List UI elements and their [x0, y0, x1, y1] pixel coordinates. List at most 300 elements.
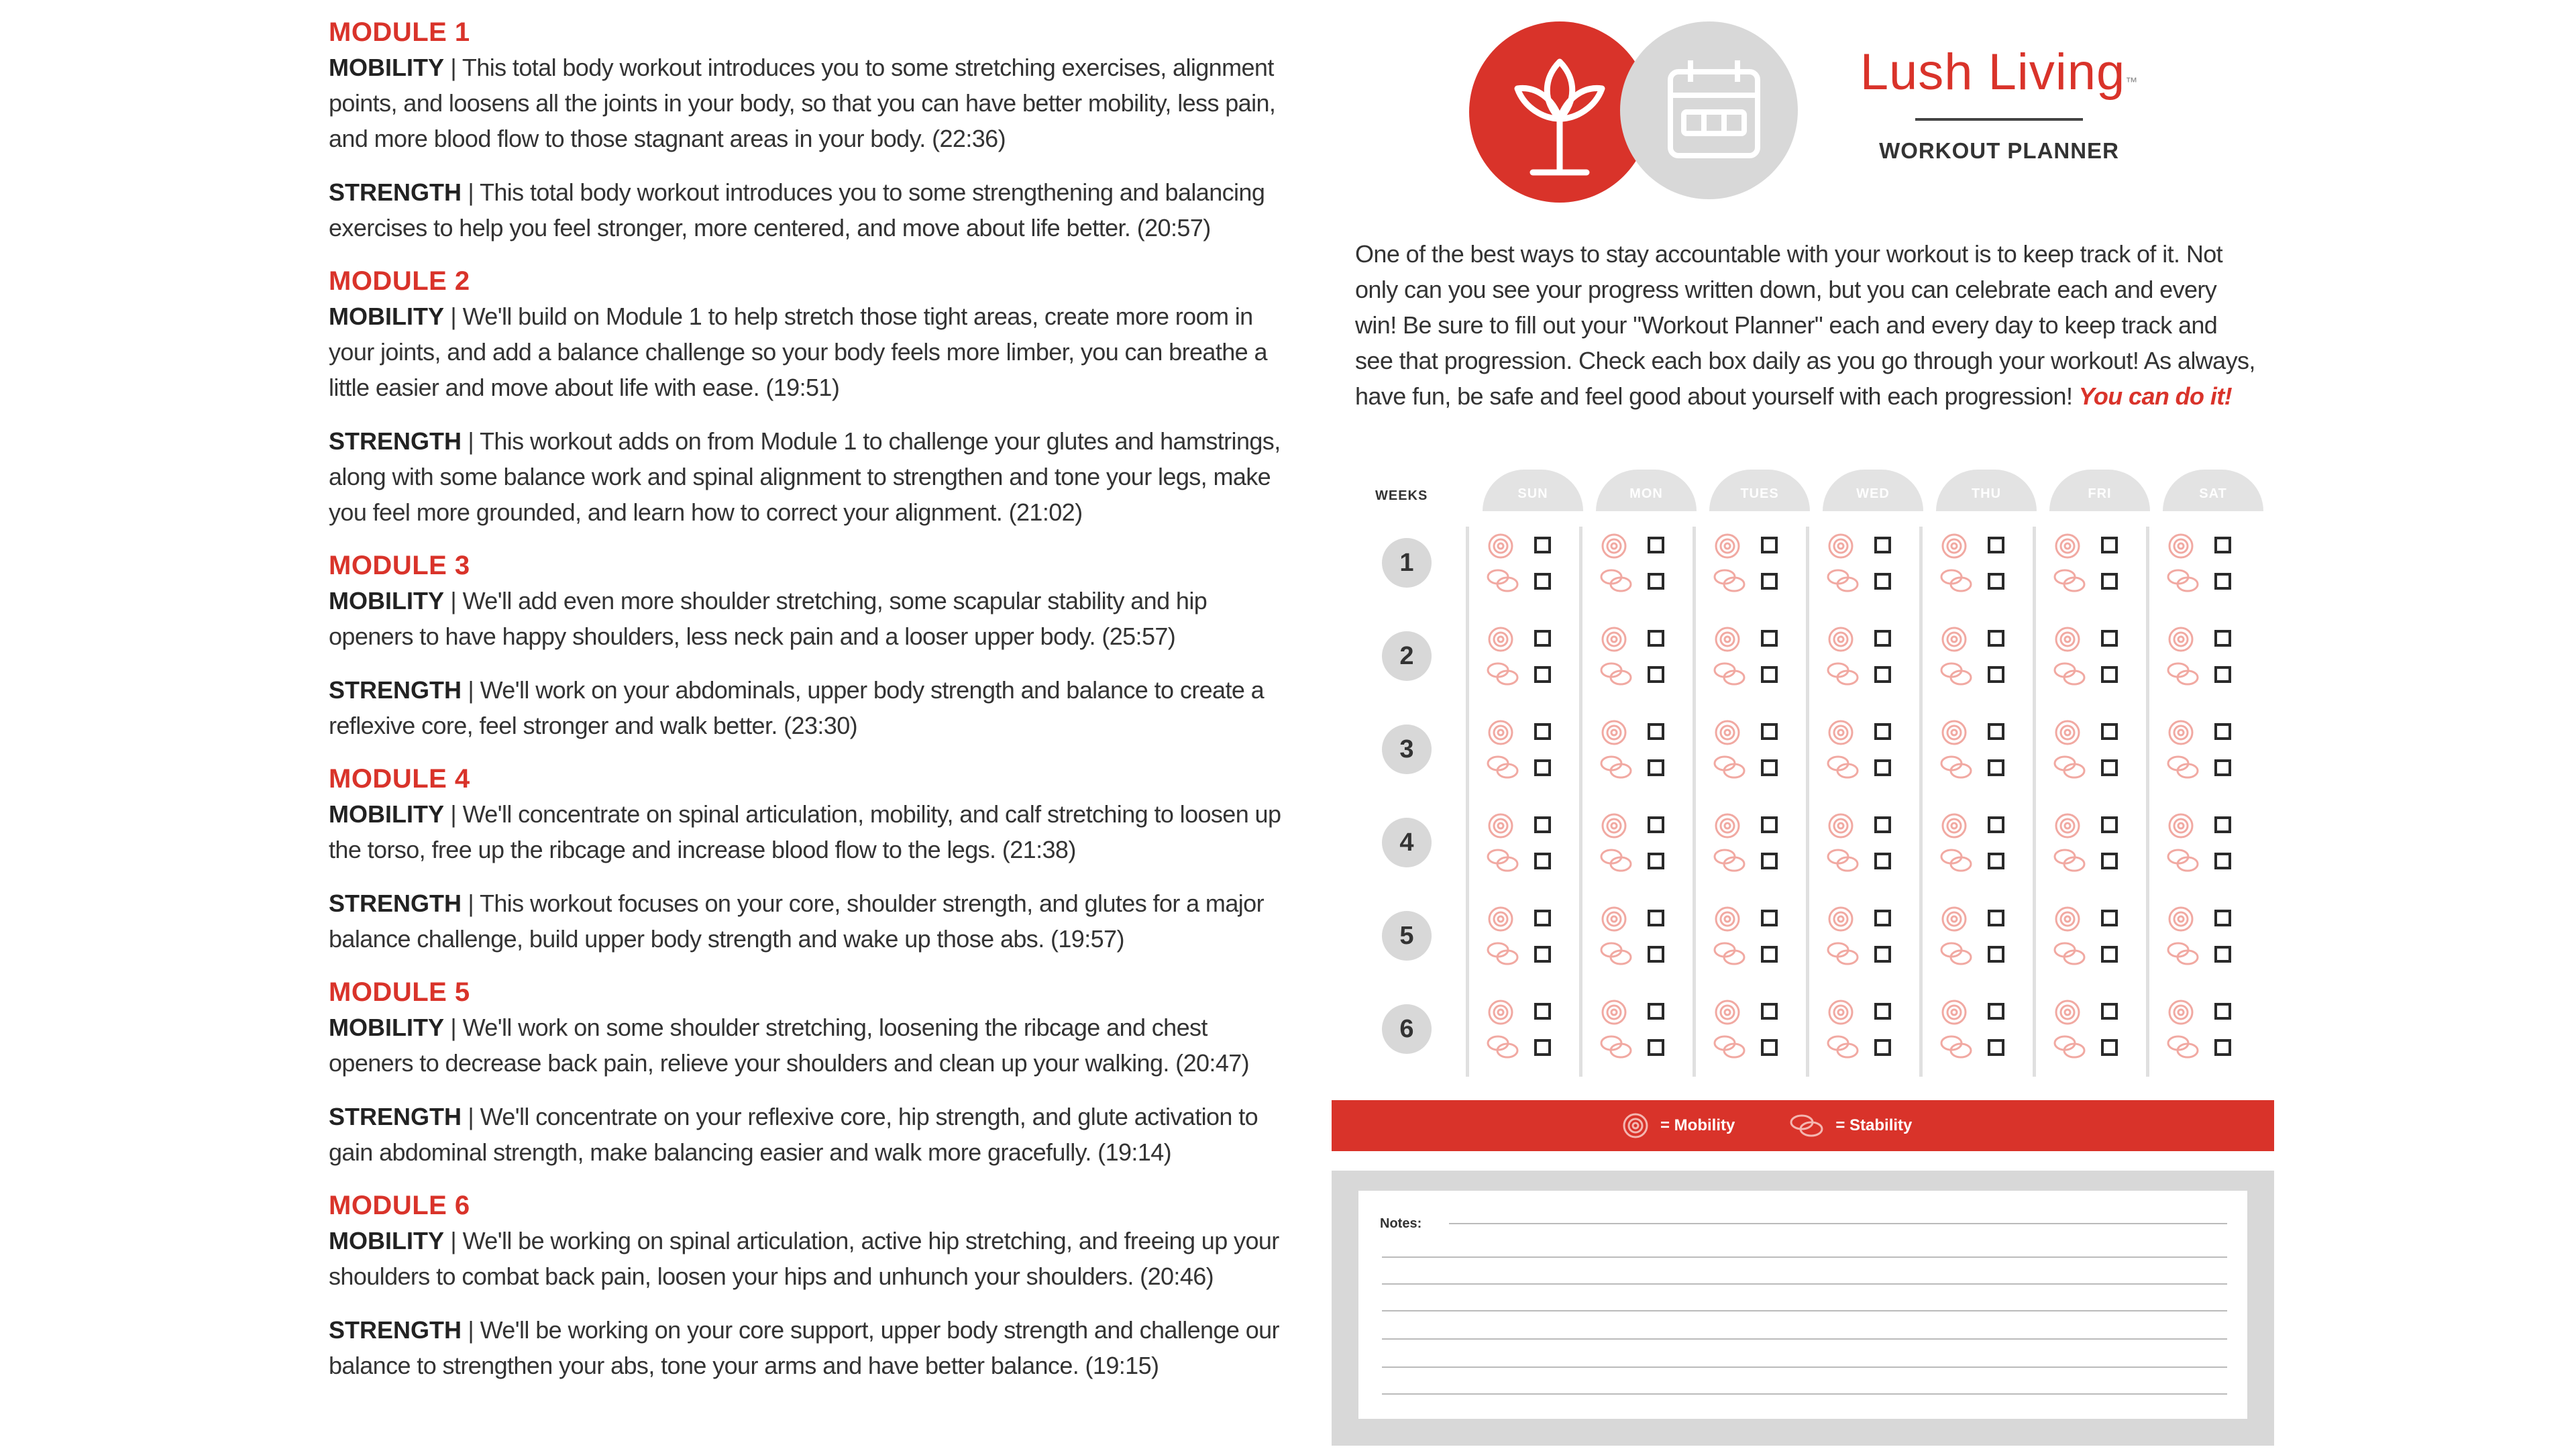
stability-checkbox[interactable]	[1648, 853, 1664, 869]
stability-checkbox[interactable]	[1988, 666, 2004, 683]
planner-cell-week1-fri	[2053, 531, 2133, 605]
mobility-checkbox[interactable]	[1761, 630, 1778, 647]
stability-checkbox[interactable]	[2214, 666, 2231, 683]
planner-cell-week5-fri	[2053, 904, 2133, 978]
workout-description: We'll be working on your core support, upper body strength and challenge our balance to strengthen your abs, tone your arms and have better balance. (19:15)	[329, 1316, 1279, 1379]
stability-checkbox[interactable]	[1874, 573, 1891, 590]
mobility-icon	[1599, 811, 1629, 841]
stability-icon	[1826, 753, 1860, 782]
module-mobility-description	[329, 299, 1295, 405]
module-title: MODULE 1	[329, 17, 470, 47]
stability-checkbox[interactable]	[1874, 666, 1891, 683]
workout-description: This workout adds on from Module 1 to challenge your glutes and hamstrings, along with some balance work and spinal alignment to strengthen and tone your legs, make you feel more grounded, and learn how to correct your alignment. (21:02)	[329, 427, 1281, 526]
week-badge-3: 3	[1382, 724, 1432, 774]
planner-cell-week3-sat	[2166, 718, 2247, 792]
planner-cell-week6-thu	[1939, 998, 2020, 1071]
stability-checkbox[interactable]	[1534, 853, 1551, 869]
planner-cell-week1-tues	[1713, 531, 1793, 605]
mobility-checkbox[interactable]	[2101, 723, 2118, 740]
separator: |	[468, 178, 474, 206]
planner-cell-week3-sun	[1486, 718, 1566, 792]
mobility-checkbox[interactable]	[2214, 537, 2231, 553]
stability-checkbox[interactable]	[1648, 573, 1664, 590]
mobility-icon	[1620, 1112, 1651, 1140]
mobility-icon	[1826, 998, 1856, 1027]
stability-icon	[2166, 846, 2200, 875]
workout-type-label: STRENGTH	[329, 178, 462, 206]
mobility-checkbox[interactable]	[1534, 630, 1551, 647]
workout-type-label: STRENGTH	[329, 427, 462, 455]
day-header-sun: SUN	[1483, 470, 1583, 511]
mobility-icon	[1599, 718, 1629, 747]
workout-description: This total body workout introduces you to some stretching exercises, alignment points, and loosens all the joints in your body, so that you can have better mobility, less pain, and more blood flow to those stagnant areas in your body. (22:36)	[329, 54, 1276, 152]
planner-cell-week3-tues	[1713, 718, 1793, 792]
workout-type-label: STRENGTH	[329, 890, 462, 917]
mobility-checkbox[interactable]	[1874, 723, 1891, 740]
separator: |	[468, 1316, 474, 1344]
mobility-checkbox[interactable]	[1761, 910, 1778, 926]
module-5	[329, 975, 1295, 1170]
mobility-icon	[2166, 625, 2196, 654]
module-strength-description	[329, 174, 1295, 246]
stability-checkbox[interactable]	[1874, 946, 1891, 963]
stability-icon	[1486, 846, 1519, 875]
stability-icon	[1486, 566, 1519, 596]
stability-checkbox[interactable]	[1534, 666, 1551, 683]
mobility-checkbox[interactable]	[2101, 910, 2118, 926]
planner-cell-week6-sun	[1486, 998, 1566, 1071]
stability-icon	[1599, 939, 1633, 969]
stability-icon	[1939, 566, 1973, 596]
stability-icon	[1713, 753, 1746, 782]
planner-cell-week2-wed	[1826, 625, 1907, 698]
week-badge-4: 4	[1382, 818, 1432, 867]
week-badge-5: 5	[1382, 911, 1432, 961]
mobility-icon	[1713, 904, 1742, 934]
mobility-checkbox[interactable]	[1648, 723, 1664, 740]
planner-cell-week5-thu	[1939, 904, 2020, 978]
mobility-checkbox[interactable]	[2214, 723, 2231, 740]
calendar-icon	[1620, 21, 1798, 199]
mobility-checkbox[interactable]	[1761, 816, 1778, 833]
brand-name: Lush Living™	[1860, 44, 2139, 101]
mobility-icon	[1713, 531, 1742, 561]
planner-cell-week2-sun	[1486, 625, 1566, 698]
legend-stability: = Stability	[1835, 1116, 1913, 1134]
mobility-icon	[1713, 625, 1742, 654]
planner-cell-week3-mon	[1599, 718, 1680, 792]
module-mobility-description	[329, 583, 1295, 654]
stability-checkbox[interactable]	[2214, 853, 2231, 869]
separator: |	[468, 1103, 474, 1130]
stability-checkbox[interactable]	[2101, 666, 2118, 683]
stability-checkbox[interactable]	[2214, 759, 2231, 776]
workout-description: We'll work on some shoulder stretching, loosening the ribcage and chest openers to decrease back pain, relieve your shoulders and clean up your walking. (20:47)	[329, 1014, 1250, 1077]
mobility-icon	[1713, 998, 1742, 1027]
planner-cell-week6-tues	[1713, 998, 1793, 1071]
stability-checkbox[interactable]	[1648, 666, 1664, 683]
stability-icon	[1713, 566, 1746, 596]
stability-checkbox[interactable]	[1761, 573, 1778, 590]
planner-cell-week3-fri	[2053, 718, 2133, 792]
stability-icon	[1713, 846, 1746, 875]
planner-cell-week6-fri	[2053, 998, 2133, 1071]
planner-cell-week3-thu	[1939, 718, 2020, 792]
mobility-checkbox[interactable]	[1874, 537, 1891, 553]
notes-area[interactable]	[1358, 1191, 2247, 1419]
logo-calendar-circle	[1620, 21, 1798, 199]
notes-line	[1382, 1283, 2227, 1285]
weeks-header: WEEKS	[1375, 488, 1428, 503]
stability-checkbox[interactable]	[2101, 759, 2118, 776]
mobility-checkbox[interactable]	[1648, 537, 1664, 553]
mobility-checkbox[interactable]	[1874, 816, 1891, 833]
separator: |	[468, 890, 474, 917]
mobility-icon	[1826, 811, 1856, 841]
week-badge-2: 2	[1382, 631, 1432, 681]
stability-icon	[1599, 1032, 1633, 1062]
stability-icon	[2166, 753, 2200, 782]
planner-cell-week4-sat	[2166, 811, 2247, 885]
planner-cell-week6-mon	[1599, 998, 1680, 1071]
mobility-checkbox[interactable]	[1988, 630, 2004, 647]
notes-label: Notes:	[1380, 1216, 1422, 1231]
stability-icon	[2166, 939, 2200, 969]
mobility-checkbox[interactable]	[2214, 816, 2231, 833]
stability-icon	[1939, 659, 1973, 689]
workout-type-label: MOBILITY	[329, 1227, 444, 1254]
mobility-icon	[1826, 718, 1856, 747]
mobility-checkbox[interactable]	[2101, 630, 2118, 647]
stability-checkbox[interactable]	[1648, 759, 1664, 776]
workout-description: We'll concentrate on your reflexive core, hip strength, and glute activation to gain abdominal strength, make balancing easier and walk more gracefully. (19:14)	[329, 1103, 1258, 1166]
mobility-icon	[2166, 718, 2196, 747]
column-divider	[1919, 527, 1923, 1077]
module-3	[329, 548, 1295, 743]
mobility-icon	[1599, 531, 1629, 561]
workout-type-label: STRENGTH	[329, 1103, 462, 1130]
mobility-checkbox[interactable]	[2214, 630, 2231, 647]
workout-type-label: MOBILITY	[329, 303, 444, 330]
stability-icon	[1486, 753, 1519, 782]
mobility-icon	[1599, 625, 1629, 654]
planner-cell-week4-mon	[1599, 811, 1680, 885]
mobility-icon	[1486, 531, 1515, 561]
stability-checkbox[interactable]	[1874, 1039, 1891, 1056]
mobility-icon	[1599, 998, 1629, 1027]
mobility-icon	[1486, 904, 1515, 934]
workout-description: We'll be working on spinal articulation, active hip stretching, and freeing up your shoulders to combat back pain, loosen your hips and unhunch your shoulders. (20:46)	[329, 1227, 1279, 1290]
day-header-thu: THU	[1936, 470, 2037, 511]
stability-checkbox[interactable]	[1761, 666, 1778, 683]
intro-text: One of the best ways to stay accountable with your workout is to keep track of it. Not only can you see your progress written down, but you can celebrate each and every win! Be sure to fill out your "Workout Planner" each and every day to keep track and see that progression. Check each box daily as you go through your workout! As always, have fun, be safe and feel good about yourself with each progression!	[1355, 240, 2255, 410]
legend-bar	[1332, 1100, 2274, 1151]
brand-block	[1845, 39, 2153, 164]
planner-cell-week1-thu	[1939, 531, 2020, 605]
stability-icon	[1713, 1032, 1746, 1062]
module-strength-description	[329, 423, 1295, 530]
stability-icon	[1826, 846, 1860, 875]
mobility-checkbox[interactable]	[1648, 910, 1664, 926]
mobility-icon	[2166, 531, 2196, 561]
planner-cell-week6-sat	[2166, 998, 2247, 1071]
mobility-icon	[2166, 998, 2196, 1027]
mobility-icon	[2053, 998, 2082, 1027]
notes-line	[1382, 1310, 2227, 1311]
workout-description: This total body workout introduces you to some strengthening and balancing exercises to help you feel stronger, more centered, and move about life better. (20:57)	[329, 178, 1265, 241]
stability-icon	[1939, 1032, 1973, 1062]
module-strength-description	[329, 672, 1295, 743]
day-header-fri: FRI	[2049, 470, 2150, 511]
intro-cta: You can do it!	[2078, 382, 2233, 410]
stability-checkbox[interactable]	[2101, 946, 2118, 963]
mobility-icon	[1939, 718, 1969, 747]
stability-checkbox[interactable]	[2214, 573, 2231, 590]
mobility-checkbox[interactable]	[2214, 910, 2231, 926]
planner-cell-week5-sun	[1486, 904, 1566, 978]
stability-icon	[2053, 659, 2086, 689]
stability-icon	[1599, 846, 1633, 875]
planner-cell-week4-sun	[1486, 811, 1566, 885]
module-mobility-description	[329, 796, 1295, 867]
notes-line	[1382, 1393, 2227, 1395]
mobility-checkbox[interactable]	[1874, 630, 1891, 647]
mobility-checkbox[interactable]	[1874, 910, 1891, 926]
mobility-checkbox[interactable]	[2101, 1003, 2118, 1020]
stability-icon	[1939, 939, 1973, 969]
stability-checkbox[interactable]	[1988, 946, 2004, 963]
column-divider	[1579, 527, 1582, 1077]
stability-checkbox[interactable]	[1648, 946, 1664, 963]
module-strength-description	[329, 1312, 1295, 1383]
planner-cell-week4-wed	[1826, 811, 1907, 885]
mobility-checkbox[interactable]	[1534, 910, 1551, 926]
stability-icon	[2053, 939, 2086, 969]
mobility-checkbox[interactable]	[1648, 1003, 1664, 1020]
stability-icon	[2166, 566, 2200, 596]
stability-checkbox[interactable]	[1534, 946, 1551, 963]
mobility-icon	[1939, 811, 1969, 841]
module-1	[329, 15, 1295, 246]
stability-icon	[1788, 1112, 1826, 1140]
workout-type-label: STRENGTH	[329, 1316, 462, 1344]
stability-checkbox[interactable]	[1534, 573, 1551, 590]
stability-checkbox[interactable]	[1988, 1039, 2004, 1056]
notes-line	[1449, 1223, 2227, 1224]
workout-description: We'll build on Module 1 to help stretch those tight areas, create more room in your joints, and add a balance challenge so your body feels more limber, you can breathe a little easier and move about life with ease. (19:51)	[329, 303, 1267, 401]
mobility-checkbox[interactable]	[1534, 1003, 1551, 1020]
legend-mobility: = Mobility	[1660, 1116, 1735, 1134]
separator: |	[450, 1227, 457, 1254]
mobility-checkbox[interactable]	[2101, 537, 2118, 553]
planner-cell-week5-mon	[1599, 904, 1680, 978]
stability-icon	[2166, 659, 2200, 689]
mobility-checkbox[interactable]	[1988, 1003, 2004, 1020]
planner-cell-week2-fri	[2053, 625, 2133, 698]
mobility-icon	[2053, 625, 2082, 654]
stability-icon	[2166, 1032, 2200, 1062]
mobility-checkbox[interactable]	[1648, 816, 1664, 833]
stability-checkbox[interactable]	[1874, 853, 1891, 869]
module-title: MODULE 5	[329, 977, 470, 1007]
stability-checkbox[interactable]	[2214, 946, 2231, 963]
mobility-icon	[1713, 811, 1742, 841]
separator: |	[450, 1014, 457, 1041]
planner-cell-week6-wed	[1826, 998, 1907, 1071]
mobility-icon	[1826, 904, 1856, 934]
stability-checkbox[interactable]	[1761, 946, 1778, 963]
planner-cell-week1-mon	[1599, 531, 1680, 605]
stability-checkbox[interactable]	[1874, 759, 1891, 776]
workout-description: This workout focuses on your core, shoulder strength, and glutes for a major balance challenge, build upper body strength and wake up those abs. (19:57)	[329, 890, 1264, 953]
stability-icon	[2053, 846, 2086, 875]
stability-checkbox[interactable]	[2214, 1039, 2231, 1056]
mobility-icon	[1486, 718, 1515, 747]
planner-cell-week5-sat	[2166, 904, 2247, 978]
module-descriptions	[329, 15, 1295, 1401]
separator: |	[468, 427, 474, 455]
mobility-checkbox[interactable]	[1874, 1003, 1891, 1020]
day-header-sat: SAT	[2163, 470, 2263, 511]
mobility-checkbox[interactable]	[2214, 1003, 2231, 1020]
stability-icon	[1599, 659, 1633, 689]
mobility-icon	[1939, 625, 1969, 654]
workout-type-label: MOBILITY	[329, 1014, 444, 1041]
stability-icon	[1939, 753, 1973, 782]
brand-divider	[1915, 118, 2083, 121]
planner-cell-week4-thu	[1939, 811, 2020, 885]
planner-cell-week5-wed	[1826, 904, 1907, 978]
stability-icon	[1486, 939, 1519, 969]
mobility-checkbox[interactable]	[1534, 537, 1551, 553]
stability-icon	[1713, 659, 1746, 689]
module-title: MODULE 2	[329, 266, 470, 296]
mobility-icon	[1486, 998, 1515, 1027]
stability-checkbox[interactable]	[1534, 1039, 1551, 1056]
notes-line	[1382, 1338, 2227, 1340]
mobility-checkbox[interactable]	[1761, 537, 1778, 553]
module-6	[329, 1188, 1295, 1383]
stability-icon	[2053, 753, 2086, 782]
brand-subtitle: WORKOUT PLANNER	[1879, 138, 2119, 163]
stability-checkbox[interactable]	[1761, 1039, 1778, 1056]
stability-checkbox[interactable]	[1988, 573, 2004, 590]
mobility-checkbox[interactable]	[1534, 723, 1551, 740]
mobility-icon	[1486, 811, 1515, 841]
day-header-tues: TUES	[1709, 470, 1810, 511]
mobility-icon	[1939, 904, 1969, 934]
mobility-icon	[1486, 625, 1515, 654]
module-title: MODULE 4	[329, 764, 470, 794]
stability-icon	[1713, 939, 1746, 969]
planner-cell-week2-thu	[1939, 625, 2020, 698]
stability-checkbox[interactable]	[2101, 573, 2118, 590]
mobility-checkbox[interactable]	[1648, 630, 1664, 647]
stability-checkbox[interactable]	[1988, 853, 2004, 869]
planner-cell-week2-tues	[1713, 625, 1793, 698]
mobility-icon	[1826, 531, 1856, 561]
stability-icon	[1599, 753, 1633, 782]
workout-description: We'll work on your abdominals, upper body strength and balance to create a reflexive core, feel stronger and walk better. (23:30)	[329, 676, 1265, 739]
module-2	[329, 264, 1295, 530]
mobility-checkbox[interactable]	[1988, 816, 2004, 833]
mobility-checkbox[interactable]	[1988, 910, 2004, 926]
workout-type-label: MOBILITY	[329, 800, 444, 828]
notes-line	[1382, 1366, 2227, 1368]
stability-icon	[1486, 659, 1519, 689]
mobility-icon	[1713, 718, 1742, 747]
planner-cell-week1-sat	[2166, 531, 2247, 605]
mobility-icon	[2053, 531, 2082, 561]
planner-cell-week1-sun	[1486, 531, 1566, 605]
notes-line	[1382, 1256, 2227, 1258]
mobility-icon	[2053, 718, 2082, 747]
module-mobility-description	[329, 50, 1295, 156]
workout-type-label: MOBILITY	[329, 587, 444, 614]
stability-icon	[2053, 566, 2086, 596]
module-strength-description	[329, 885, 1295, 957]
mobility-icon	[2166, 811, 2196, 841]
mobility-icon	[1826, 625, 1856, 654]
stability-checkbox[interactable]	[2101, 853, 2118, 869]
module-title: MODULE 3	[329, 551, 470, 580]
separator: |	[450, 303, 457, 330]
week-badge-1: 1	[1382, 538, 1432, 588]
stability-checkbox[interactable]	[1761, 759, 1778, 776]
stability-checkbox[interactable]	[1761, 853, 1778, 869]
stability-icon	[1826, 659, 1860, 689]
stability-icon	[1826, 1032, 1860, 1062]
workout-type-label: STRENGTH	[329, 676, 462, 704]
stability-icon	[2053, 1032, 2086, 1062]
notes-panel	[1332, 1171, 2274, 1446]
mobility-checkbox[interactable]	[1988, 537, 2004, 553]
stability-checkbox[interactable]	[1648, 1039, 1664, 1056]
column-divider	[2146, 527, 2149, 1077]
planner-cell-week4-fri	[2053, 811, 2133, 885]
module-strength-description	[329, 1099, 1295, 1170]
planner-cell-week3-wed	[1826, 718, 1907, 792]
mobility-checkbox[interactable]	[1988, 723, 2004, 740]
mobility-icon	[2166, 904, 2196, 934]
mobility-icon	[2053, 904, 2082, 934]
column-divider	[1806, 527, 1809, 1077]
day-header-mon: MON	[1596, 470, 1697, 511]
workout-description: We'll concentrate on spinal articulation, mobility, and calf stretching to loosen up the torso, free up the ribcage and increase blood flow to the legs. (21:38)	[329, 800, 1281, 863]
stability-checkbox[interactable]	[1534, 759, 1551, 776]
mobility-checkbox[interactable]	[2101, 816, 2118, 833]
stability-checkbox[interactable]	[2101, 1039, 2118, 1056]
mobility-icon	[1939, 531, 1969, 561]
mobility-checkbox[interactable]	[1534, 816, 1551, 833]
mobility-icon	[2053, 811, 2082, 841]
planner-cell-week4-tues	[1713, 811, 1793, 885]
separator: |	[450, 800, 457, 828]
stability-icon	[1826, 566, 1860, 596]
stability-icon	[1826, 939, 1860, 969]
stability-checkbox[interactable]	[1988, 759, 2004, 776]
mobility-checkbox[interactable]	[1761, 723, 1778, 740]
workout-description: We'll add even more shoulder stretching, some scapular stability and hip openers to have happy shoulders, less neck pain and a looser upper body. (25:57)	[329, 587, 1208, 650]
separator: |	[450, 54, 457, 81]
separator: |	[450, 587, 457, 614]
mobility-icon	[1939, 998, 1969, 1027]
planner-cell-week1-wed	[1826, 531, 1907, 605]
column-divider	[1693, 527, 1696, 1077]
mobility-checkbox[interactable]	[1761, 1003, 1778, 1020]
module-4	[329, 761, 1295, 957]
column-divider	[2033, 527, 2036, 1077]
